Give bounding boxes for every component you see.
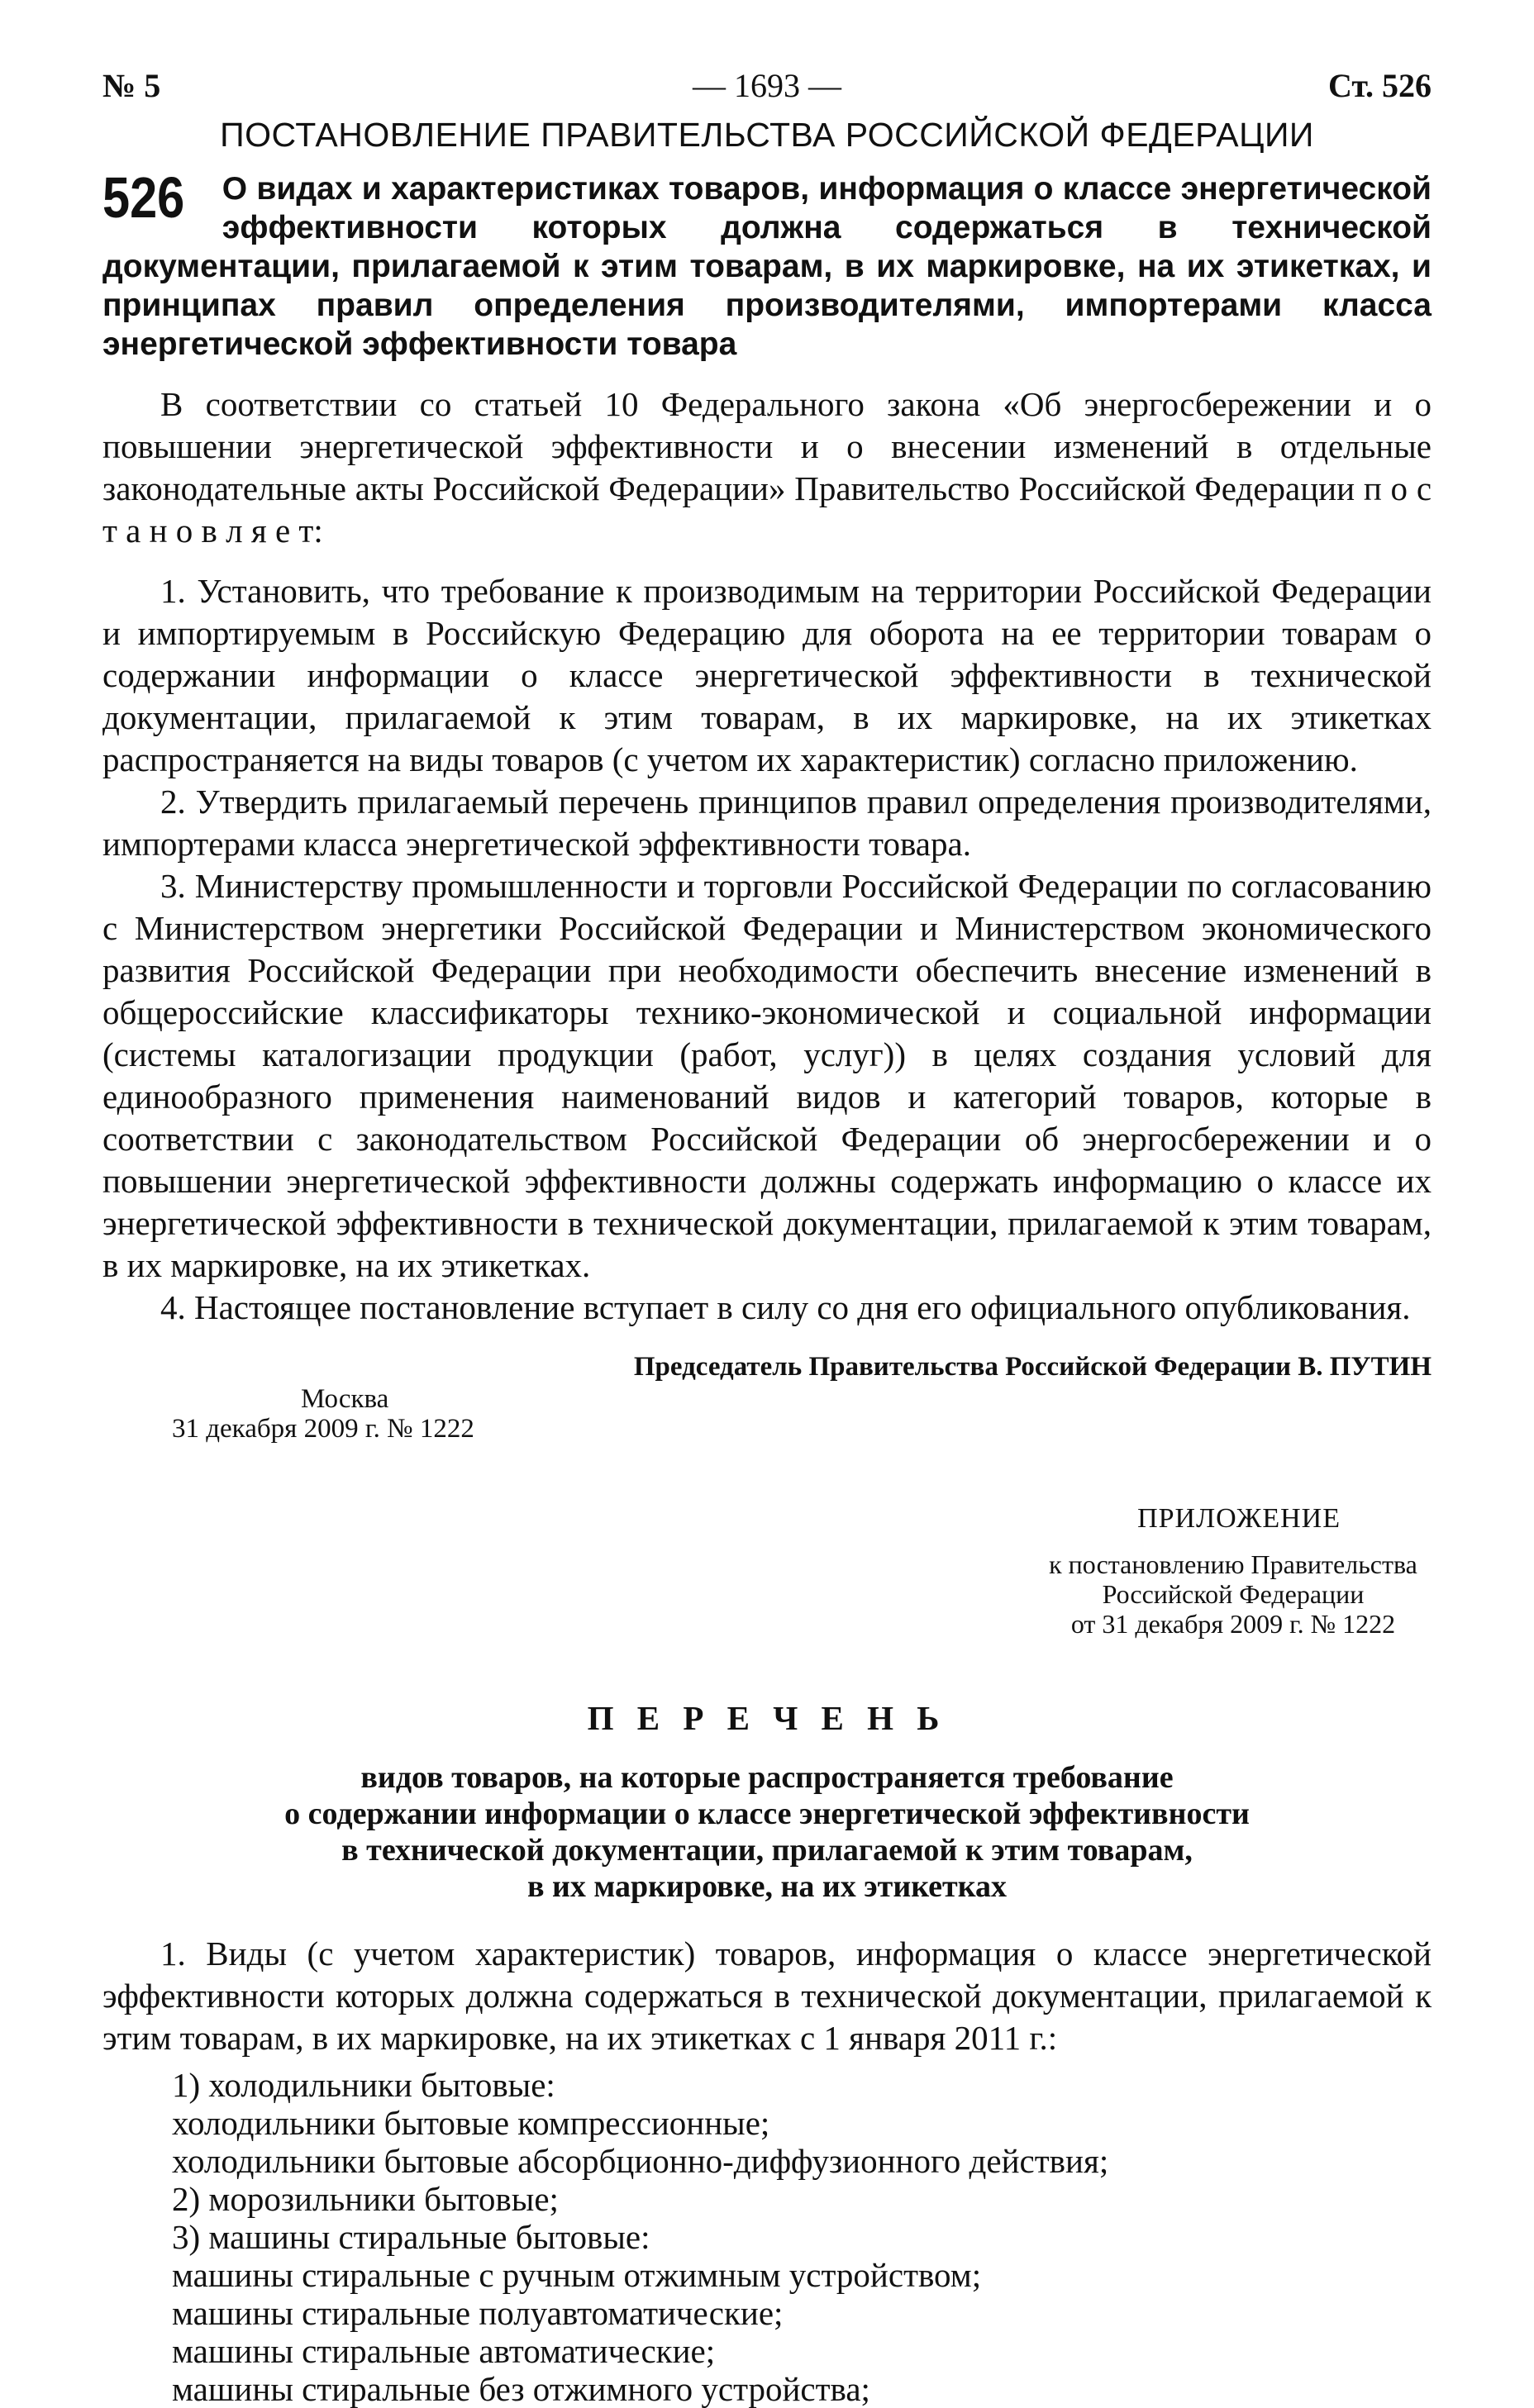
document-page	[102, 66, 1432, 2408]
list-item: машины стиральные без отжимного устройства;	[172, 2370, 870, 2408]
list-item: 3) машины стиральные бытовые:	[172, 2218, 650, 2256]
list-item: машины стиральные с ручным отжимным устройством;	[172, 2256, 982, 2294]
paragraph-4: 4. Настоящее постановление вступает в силу со дня его официального опубликования.	[160, 1288, 1411, 1326]
article-number: Ст. 526	[1328, 67, 1432, 104]
list-subtitle-line: в технической документации, прилагаемой к этим товарам,	[341, 1833, 1193, 1868]
list-body	[102, 1933, 1432, 2059]
page-number: — 1693 —	[693, 67, 841, 104]
document-number: 526	[102, 165, 185, 230]
list-item: машины стиральные полуавтоматические;	[172, 2294, 784, 2332]
date-number: 31 декабря 2009 г. № 1222	[172, 1414, 474, 1444]
page-header	[102, 66, 1432, 119]
paragraph-1: 1. Установить, что требование к производимым на территории Российской Федерации и импортируемым в Российскую Федерацию для оборота на ее территории товарам о содержании информации о классе энергетической эффективности в технической документации, прилагаемой к этим товарам, в их маркировке, на их этикетках распространяется на виды товаров (с учетом их характеристик) согласно приложению.	[102, 572, 1432, 778]
list-title: П Е Р Е Ч Е Н Ь	[587, 1699, 947, 1737]
issue-number: № 5	[102, 67, 161, 104]
place-date-block	[102, 1382, 1432, 1473]
appendix-ref-line: Российской Федерации	[1102, 1579, 1365, 1609]
preamble-text: В соответствии со статьей 10 Федерального закона «Об энергосбережении и о повышении энергетической эффективности и о внесении изменений в отдельные законодательные акты Российской Федерации» Правительство Российской Федерации	[102, 385, 1432, 507]
list-item: 1) холодильники бытовые:	[172, 2066, 555, 2104]
appendix-reference	[1035, 1549, 1432, 1639]
list-subtitle-line: в их маркировке, на их этикетках	[526, 1869, 1008, 1904]
city: Москва	[301, 1384, 389, 1414]
document-title-block	[102, 165, 1432, 364]
list-item: 2) морозильники бытовые;	[172, 2180, 559, 2218]
list-item: холодильники бытовые компрессионные;	[172, 2104, 770, 2142]
preamble-decree: п о с т а н о в л я е т:	[102, 469, 1432, 550]
preamble	[102, 383, 1432, 552]
list-item: машины стиральные автоматические;	[172, 2332, 716, 2370]
document-body	[102, 383, 1432, 1329]
list-subtitle	[102, 1759, 1432, 1905]
paragraph-3: 3. Министерству промышленности и торговли Российской Федерации по согласованию с Министерством энергетики Российской Федерации и Министерством экономического развития Российской Федерации при необходимости обеспечить внесение изменений в общероссийские классификаторы технико-экономической и социальной информации (системы каталогизации продукции (работ, услуг)) в целях создания условий для единообразного применения наименований видов и категорий товаров, которые в соответствии с законодательством Российской Федерации об энергосбережении и о повышении энергетической эффективности должны содержать информацию о классе их энергетической эффективности в технической документации, прилагаемой к этим товарам, в их маркировке, на их этикетках.	[102, 867, 1432, 1284]
document-title: О видах и характеристиках товаров, информация о классе энергетической эффективности которых должна содержаться в технической документации, прилагаемой к этим товарам, в их маркировке, на их этикетках, и принципах правил определения производителями, импортерами класса энергетической эффективности товара	[102, 171, 1432, 362]
appendix-ref-line: к постановлению Правительства	[1049, 1549, 1417, 1579]
appendix-heading: ПРИЛОЖЕНИЕ	[1137, 1503, 1341, 1534]
list-items	[102, 2066, 1432, 2408]
list-intro: 1. Виды (с учетом характеристик) товаров, информация о классе энергетической эффективности которых должна содержаться в технической документации, прилагаемой к этим товарам, в их маркировке, на их этикетках с 1 января 2011 г.:	[102, 1934, 1432, 2057]
paragraph-2: 2. Утвердить прилагаемый перечень принципов правил определения производителями, импортерами класса энергетической эффективности товара.	[102, 783, 1432, 863]
appendix-block	[102, 1503, 1432, 1668]
appendix-ref-line: от 31 декабря 2009 г. № 1222	[1070, 1609, 1396, 1639]
signature: Председатель Правительства Российской Федерации В. ПУТИН	[633, 1352, 1432, 1382]
document-type: ПОСТАНОВЛЕНИЕ ПРАВИТЕЛЬСТВА РОССИЙСКОЙ ФЕДЕРАЦИИ	[220, 116, 1314, 154]
list-subtitle-line: о содержании информации о классе энергетической эффективности	[284, 1796, 1250, 1831]
list-item: холодильники бытовые абсорбционно-диффузионного действия;	[172, 2142, 1109, 2180]
list-subtitle-line: видов товаров, на которые распространяется требование	[360, 1760, 1174, 1795]
